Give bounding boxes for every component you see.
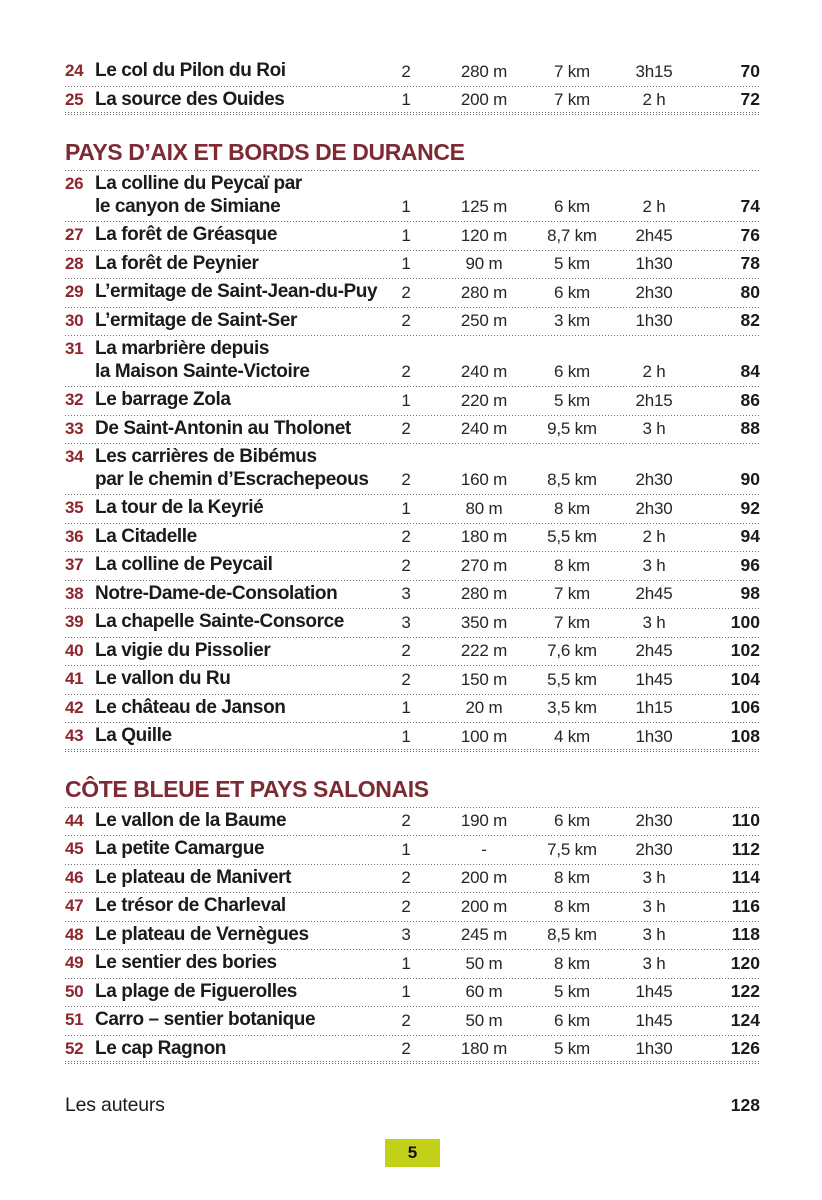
distance-value: 4 km <box>553 726 591 746</box>
route-name <box>95 810 380 833</box>
page-number: 114 <box>731 867 760 887</box>
route-name <box>95 668 380 691</box>
duration-value: 1h30 <box>635 1039 673 1058</box>
route-name-line2: le canyon de Simiane <box>95 195 281 217</box>
difficulty-value: 2 <box>401 641 411 660</box>
table-row <box>65 922 760 951</box>
toc-section <box>65 141 760 752</box>
distance-value: 3 km <box>553 311 591 330</box>
elevation-value: 240 m <box>460 362 508 381</box>
route-name-line1: L’ermitage de Saint-Ser <box>95 309 297 331</box>
elevation-value: 120 m <box>460 225 508 245</box>
duration-value: 3 h <box>642 555 666 575</box>
route-name-line1: Le château de Janson <box>95 696 286 718</box>
elevation-value: 190 m <box>460 811 508 830</box>
route-name-line1: La petite Camargue <box>95 838 265 859</box>
duration-value: 1h45 <box>635 669 673 689</box>
duration-value: 2h30 <box>635 839 673 859</box>
elevation-value: 245 m <box>460 925 508 944</box>
route-name <box>95 583 380 606</box>
route-number: 52 <box>65 1038 84 1058</box>
route-name-line1: La colline du Peycaï par <box>95 173 302 194</box>
route-number: 41 <box>65 669 84 688</box>
difficulty-value: 2 <box>401 311 411 330</box>
route-name <box>95 446 380 491</box>
route-number: 43 <box>65 726 84 745</box>
distance-value: 9,5 km <box>547 419 597 438</box>
route-name-line1: Le plateau de Manivert <box>95 866 292 888</box>
difficulty-value: 1 <box>401 982 411 1001</box>
route-name-line1: Carro – sentier botanique <box>95 1009 316 1030</box>
page-number: 74 <box>740 196 760 216</box>
difficulty-value: 2 <box>401 1010 411 1030</box>
route-name-line1: Le col du Pilon du Roi <box>95 60 286 81</box>
distance-value: 7,5 km <box>547 839 597 859</box>
route-name-line1: Notre-Dame-de-Consolation <box>95 582 338 604</box>
difficulty-value: 1 <box>401 225 411 245</box>
section-title: PAYS D’AIX ET BORDS DE DURANCE <box>65 139 465 165</box>
table-row <box>65 695 760 724</box>
table-row <box>65 893 760 922</box>
route-number: 45 <box>65 839 84 858</box>
elevation-value: 240 m <box>460 419 508 438</box>
distance-value: 7 km <box>553 612 591 632</box>
route-name <box>95 281 380 304</box>
route-number: 29 <box>65 282 84 301</box>
duration-value: 2h45 <box>635 641 673 660</box>
elevation-value: 250 m <box>460 311 508 330</box>
route-name-line1: La chapelle Sainte-Consorce <box>95 611 344 632</box>
table-row <box>65 581 760 610</box>
page-number: 90 <box>740 469 760 489</box>
difficulty-value: 2 <box>401 669 411 689</box>
table-row <box>65 495 760 524</box>
elevation-value: - <box>481 839 487 859</box>
section-title: CÔTE BLEUE ET PAYS SALONAIS <box>65 775 429 802</box>
duration-value: 1h30 <box>635 311 673 330</box>
duration-value: 3 h <box>642 953 666 973</box>
page-number: 70 <box>740 60 760 81</box>
route-name <box>95 1038 380 1061</box>
footer-label: Les auteurs <box>65 1094 165 1116</box>
elevation-value: 180 m <box>460 527 508 546</box>
route-name-line1: De Saint-Antonin au Tholonet <box>95 417 351 439</box>
table-row <box>65 666 760 695</box>
route-number: 35 <box>65 498 84 517</box>
duration-value: 3 h <box>642 868 666 887</box>
duration-value: 3 h <box>642 896 666 916</box>
route-name <box>95 224 380 247</box>
table-row <box>65 1036 760 1065</box>
distance-value: 8 km <box>553 868 591 887</box>
difficulty-value: 2 <box>401 419 411 438</box>
distance-value: 7 km <box>553 584 591 603</box>
duration-value: 1h30 <box>635 726 673 746</box>
page-number: 78 <box>740 253 760 273</box>
page-number: 100 <box>730 611 760 632</box>
difficulty-value: 2 <box>401 282 411 302</box>
route-name <box>95 338 380 383</box>
duration-value: 1h45 <box>635 982 673 1001</box>
route-number: 36 <box>65 526 84 546</box>
toc-section <box>65 775 760 1065</box>
page-number: 110 <box>731 810 760 830</box>
table-row <box>65 222 760 251</box>
duration-value: 3 h <box>642 925 666 944</box>
route-name <box>95 310 380 333</box>
section-rows <box>65 808 760 1065</box>
route-name <box>95 554 380 577</box>
route-name <box>95 526 380 549</box>
route-name-line1: La forêt de Gréasque <box>95 224 278 245</box>
route-number: 44 <box>65 810 84 830</box>
elevation-value: 20 m <box>465 698 503 717</box>
route-number: 24 <box>65 61 84 80</box>
route-number: 37 <box>65 555 84 574</box>
elevation-value: 125 m <box>460 197 508 216</box>
route-number: 34 <box>65 447 84 466</box>
route-name-line1: Le vallon du Ru <box>95 668 231 689</box>
page-number: 108 <box>730 725 760 746</box>
route-number: 49 <box>65 953 84 972</box>
duration-value: 2h30 <box>635 811 673 830</box>
distance-value: 7 km <box>553 61 591 81</box>
page-number: 118 <box>731 924 760 944</box>
difficulty-value: 1 <box>401 90 411 109</box>
route-number: 38 <box>65 583 84 603</box>
duration-value: 2h30 <box>635 470 673 489</box>
difficulty-value: 1 <box>401 726 411 746</box>
elevation-value: 60 m <box>465 982 503 1001</box>
distance-value: 5 km <box>553 390 591 410</box>
difficulty-value: 1 <box>401 498 411 518</box>
route-number: 48 <box>65 924 84 944</box>
table-row <box>65 58 760 87</box>
route-name-line1: La vigie du Pissolier <box>95 639 271 661</box>
elevation-value: 350 m <box>460 612 508 632</box>
route-name-line1: La forêt de Peynier <box>95 252 259 274</box>
difficulty-value: 1 <box>401 839 411 859</box>
page-number: 94 <box>740 526 760 546</box>
distance-value: 5 km <box>553 982 591 1001</box>
route-name <box>95 924 380 947</box>
table-row <box>65 251 760 280</box>
route-name-line2: par le chemin d’Escrachepeous <box>95 468 369 490</box>
page-number: 98 <box>740 583 760 603</box>
difficulty-value: 1 <box>401 254 411 273</box>
route-name-line1: L’ermitage de Saint-Jean-du-Puy <box>95 281 378 302</box>
route-number: 33 <box>65 418 84 438</box>
table-row <box>65 171 760 222</box>
route-name-line1: Le barrage Zola <box>95 389 231 410</box>
page-number: 116 <box>731 895 760 916</box>
table-row <box>65 279 760 308</box>
toc-section <box>65 58 760 115</box>
page-number: 124 <box>730 1009 760 1030</box>
distance-value: 7,6 km <box>547 641 597 660</box>
route-number: 42 <box>65 697 84 717</box>
table-row <box>65 865 760 894</box>
duration-value: 3 h <box>642 612 666 632</box>
elevation-value: 150 m <box>460 669 508 689</box>
duration-value: 1h15 <box>635 698 673 717</box>
page-number: 122 <box>730 981 760 1001</box>
page-number: 102 <box>730 640 760 660</box>
difficulty-value: 2 <box>401 61 411 81</box>
route-number: 28 <box>65 253 84 273</box>
distance-value: 5 km <box>553 1039 591 1058</box>
distance-value: 8,7 km <box>547 225 597 245</box>
route-number: 26 <box>65 174 84 193</box>
elevation-value: 90 m <box>465 254 503 273</box>
difficulty-value: 3 <box>401 612 411 632</box>
table-row <box>65 387 760 416</box>
table-row <box>65 1007 760 1036</box>
elevation-value: 222 m <box>460 641 508 660</box>
route-name <box>95 173 380 218</box>
distance-value: 3,5 km <box>547 698 597 717</box>
route-name-line1: La source des Ouides <box>95 88 285 110</box>
elevation-value: 50 m <box>465 953 503 973</box>
duration-value: 2 h <box>642 527 666 546</box>
distance-value: 8,5 km <box>547 470 597 489</box>
route-name-line1: Le trésor de Charleval <box>95 895 286 916</box>
route-name-line1: Le sentier des bories <box>95 952 277 973</box>
difficulty-value: 2 <box>401 1039 411 1058</box>
difficulty-value: 2 <box>401 470 411 489</box>
duration-value: 2h45 <box>635 225 673 245</box>
route-name <box>95 89 380 112</box>
difficulty-value: 2 <box>401 555 411 575</box>
difficulty-value: 1 <box>401 698 411 717</box>
route-name <box>95 497 380 520</box>
page-number: 112 <box>731 838 760 859</box>
route-name-line1: La Citadelle <box>95 525 197 547</box>
route-name <box>95 838 380 861</box>
distance-value: 6 km <box>553 282 591 302</box>
distance-value: 8 km <box>553 896 591 916</box>
distance-value: 8,5 km <box>547 925 597 944</box>
elevation-value: 200 m <box>460 868 508 887</box>
difficulty-value: 2 <box>401 896 411 916</box>
distance-value: 8 km <box>553 498 591 518</box>
difficulty-value: 2 <box>401 362 411 381</box>
duration-value: 2 h <box>642 90 666 109</box>
route-number: 40 <box>65 640 84 660</box>
duration-value: 2 h <box>642 197 666 216</box>
distance-value: 5,5 km <box>547 669 597 689</box>
duration-value: 3 h <box>642 419 666 438</box>
difficulty-value: 3 <box>401 584 411 603</box>
route-name <box>95 867 380 890</box>
duration-value: 3h15 <box>635 61 673 81</box>
route-name-line1: La colline de Peycail <box>95 554 273 575</box>
route-name <box>95 725 380 748</box>
route-number: 51 <box>65 1010 84 1029</box>
difficulty-value: 2 <box>401 868 411 887</box>
table-row <box>65 87 760 116</box>
elevation-value: 80 m <box>465 498 503 518</box>
page-number: 72 <box>740 89 760 109</box>
duration-value: 1h30 <box>635 254 673 273</box>
difficulty-value: 3 <box>401 925 411 944</box>
route-number: 31 <box>65 339 84 358</box>
elevation-value: 220 m <box>460 390 508 410</box>
difficulty-value: 1 <box>401 197 411 216</box>
page-number: 76 <box>740 224 760 245</box>
distance-value: 6 km <box>553 362 591 381</box>
duration-value: 2h15 <box>635 390 673 410</box>
route-number: 46 <box>65 867 84 887</box>
route-name-line1: La Quille <box>95 725 172 746</box>
route-number: 27 <box>65 225 84 244</box>
table-row <box>65 979 760 1008</box>
section-header <box>65 775 760 808</box>
distance-value: 5,5 km <box>547 527 597 546</box>
elevation-value: 50 m <box>465 1010 503 1030</box>
route-name-line1: La tour de la Keyrié <box>95 497 264 518</box>
page-number: 120 <box>730 952 760 973</box>
route-name-line1: La marbrière depuis <box>95 338 270 359</box>
section-header <box>65 141 760 171</box>
elevation-value: 280 m <box>460 584 508 603</box>
toc-table <box>65 58 760 1064</box>
route-number: 39 <box>65 612 84 631</box>
duration-value: 2h45 <box>635 584 673 603</box>
elevation-value: 270 m <box>460 555 508 575</box>
route-number: 30 <box>65 310 84 330</box>
route-name <box>95 60 380 83</box>
table-row <box>65 552 760 581</box>
table-row <box>65 950 760 979</box>
route-name <box>95 640 380 663</box>
table-row <box>65 836 760 865</box>
page-number: 92 <box>740 497 760 518</box>
route-number: 32 <box>65 390 84 409</box>
page-number: 80 <box>740 281 760 302</box>
table-row <box>65 336 760 387</box>
duration-value: 2 h <box>642 362 666 381</box>
duration-value: 2h30 <box>635 282 673 302</box>
route-name-line1: Le cap Ragnon <box>95 1037 226 1059</box>
table-row <box>65 444 760 495</box>
page-number: 88 <box>740 418 760 438</box>
elevation-value: 200 m <box>460 90 508 109</box>
table-row <box>65 638 760 667</box>
distance-value: 7 km <box>553 90 591 109</box>
route-number: 47 <box>65 896 84 915</box>
route-name <box>95 1009 380 1032</box>
page-number-marker: 5 <box>385 1139 440 1167</box>
elevation-value: 100 m <box>460 726 508 746</box>
table-row <box>65 808 760 837</box>
route-name <box>95 895 380 918</box>
section-rows <box>65 171 760 752</box>
difficulty-value: 1 <box>401 390 411 410</box>
route-name <box>95 253 380 276</box>
difficulty-value: 2 <box>401 527 411 546</box>
difficulty-value: 2 <box>401 811 411 830</box>
elevation-value: 200 m <box>460 896 508 916</box>
elevation-value: 180 m <box>460 1039 508 1058</box>
footer-page-number: 128 <box>730 1095 760 1115</box>
route-name <box>95 981 380 1004</box>
table-row <box>65 609 760 638</box>
route-name-line1: La plage de Figuerolles <box>95 980 297 1002</box>
route-name-line1: Le vallon de la Baume <box>95 809 287 831</box>
duration-value: 2h30 <box>635 498 673 518</box>
route-name-line1: Le plateau de Vernègues <box>95 923 309 945</box>
elevation-value: 280 m <box>460 282 508 302</box>
table-row <box>65 723 760 752</box>
route-name <box>95 697 380 720</box>
table-row <box>65 416 760 445</box>
distance-value: 8 km <box>553 953 591 973</box>
route-name-line1: Les carrières de Bibémus <box>95 446 317 467</box>
page-number: 96 <box>740 554 760 575</box>
page-number: 82 <box>740 310 760 330</box>
table-row <box>65 308 760 337</box>
route-name <box>95 611 380 634</box>
distance-value: 6 km <box>553 1010 591 1030</box>
page-number: 104 <box>730 668 760 689</box>
elevation-value: 160 m <box>460 470 508 489</box>
difficulty-value: 1 <box>401 953 411 973</box>
elevation-value: 280 m <box>460 61 508 81</box>
distance-value: 6 km <box>553 197 591 216</box>
route-name <box>95 418 380 441</box>
page-number: 86 <box>740 389 760 410</box>
route-name-line2: la Maison Sainte-Victoire <box>95 360 310 382</box>
distance-value: 5 km <box>553 254 591 273</box>
page-marker-wrap <box>65 1139 760 1167</box>
page-number: 126 <box>730 1038 760 1058</box>
table-row <box>65 524 760 553</box>
distance-value: 6 km <box>553 811 591 830</box>
section-rows <box>65 58 760 115</box>
distance-value: 8 km <box>553 555 591 575</box>
page-number: 84 <box>740 361 760 381</box>
route-number: 25 <box>65 89 84 109</box>
route-name <box>95 389 380 412</box>
footer-row <box>65 1094 760 1117</box>
page-number: 106 <box>730 697 760 717</box>
route-name <box>95 952 380 975</box>
route-number: 50 <box>65 981 84 1001</box>
duration-value: 1h45 <box>635 1010 673 1030</box>
